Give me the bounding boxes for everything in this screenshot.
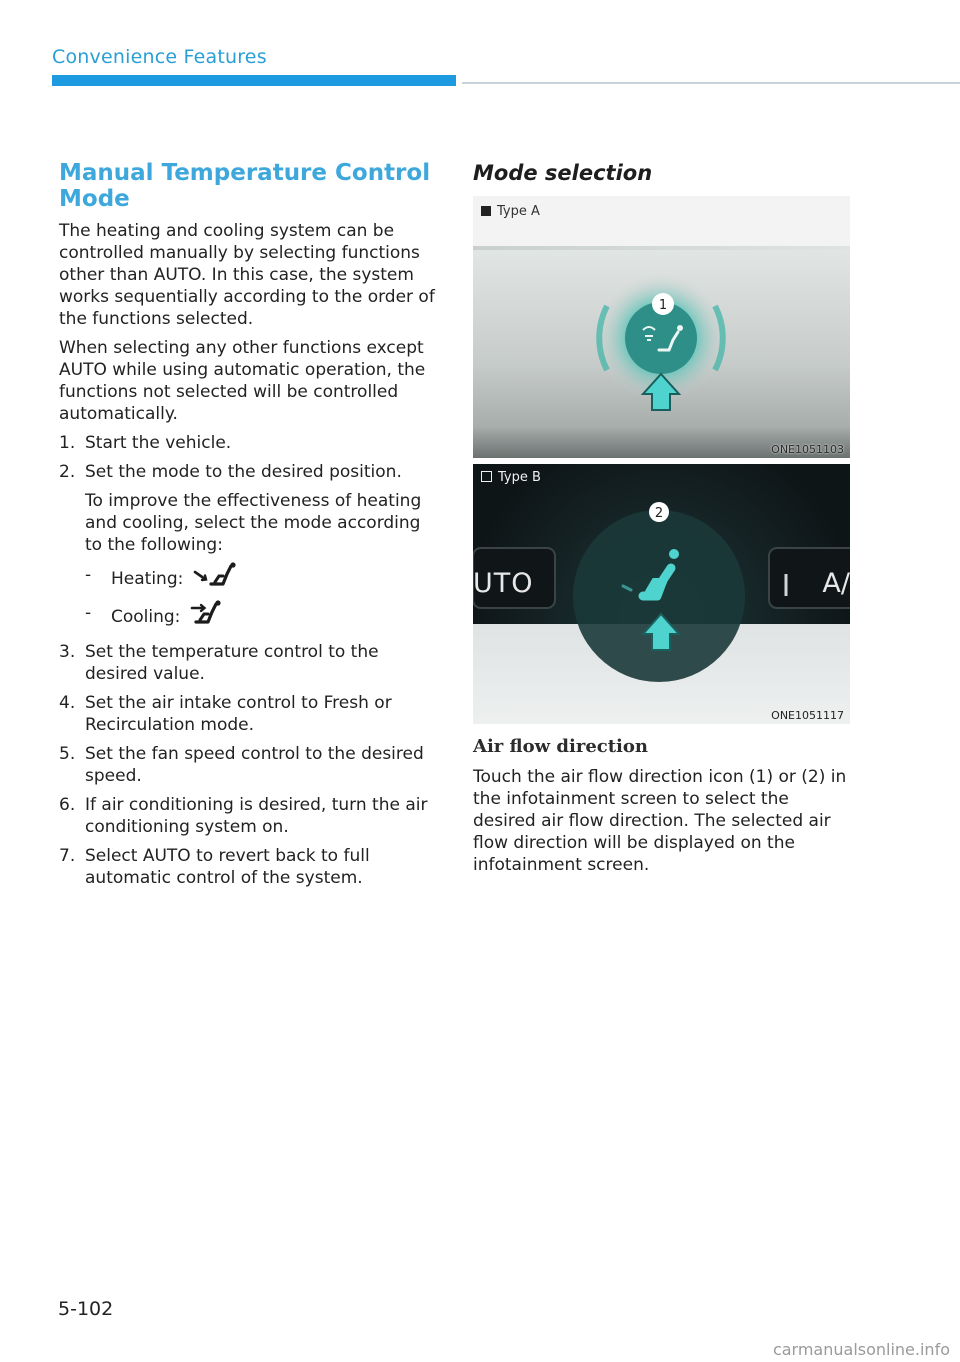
step-number: 4. bbox=[59, 693, 76, 713]
intro-paragraph-1: The heating and cooling system can be controlled manually by selecting functions other than AUTO. In this case, the system works sequentially according to the order of the functions selected. bbox=[59, 221, 435, 329]
right-column bbox=[473, 160, 851, 876]
dash-bullet: - bbox=[85, 565, 92, 585]
air-flow-paragraph: Touch the air flow direction icon (1) or (2) in the infotainment screen to select the desired air flow direction. The selected air flow direction will be displayed on the infotainment screen. bbox=[473, 767, 847, 875]
figure-code: ONE1051117 bbox=[771, 709, 844, 722]
step-text: Set the mode to the desired position. bbox=[85, 462, 402, 482]
intro-paragraph-2: When selecting any other functions except AUTO while using automatic operation, the functions not selected will be controlled automatically. bbox=[59, 338, 426, 424]
header-divider bbox=[462, 82, 960, 84]
air-flow-button-illustration bbox=[473, 246, 850, 458]
badge-number: 2 bbox=[654, 506, 664, 521]
step-text: Set the air intake control to Fresh or Recirculation mode. bbox=[85, 693, 392, 735]
cooling-item bbox=[85, 600, 439, 634]
list-item bbox=[59, 743, 439, 787]
step-number: 3. bbox=[59, 642, 76, 662]
list-item bbox=[59, 794, 439, 838]
list-item bbox=[59, 845, 439, 889]
step-number: 6. bbox=[59, 795, 76, 815]
face-vent-mode-icon bbox=[190, 600, 224, 634]
list-item bbox=[59, 432, 439, 454]
left-column bbox=[59, 160, 439, 896]
step-number: 5. bbox=[59, 744, 76, 764]
floor-vent-mode-icon bbox=[193, 562, 241, 596]
figure-type-b bbox=[473, 464, 850, 724]
air-flow-subhead: Air flow direction bbox=[473, 736, 648, 757]
auto-button-text: UTO bbox=[473, 568, 534, 599]
step-text: Start the vehicle. bbox=[85, 433, 232, 453]
square-bullet-icon bbox=[481, 206, 491, 216]
figure-code: ONE1051103 bbox=[771, 443, 844, 456]
step-number: 2. bbox=[59, 462, 76, 482]
dash-bullet: - bbox=[85, 603, 92, 623]
step-text: Set the temperature control to the desired value. bbox=[85, 642, 379, 684]
step-text: Set the fan speed control to the desired speed. bbox=[85, 744, 424, 786]
type-a-label: Type A bbox=[481, 204, 540, 219]
page-number: 5-102 bbox=[58, 1298, 114, 1320]
list-item bbox=[59, 692, 439, 736]
step-text: Select AUTO to revert back to full automatic control of the system. bbox=[85, 846, 370, 888]
step-number: 7. bbox=[59, 846, 76, 866]
watermark: carmanualsonline.info bbox=[772, 1340, 950, 1359]
steps-list bbox=[59, 432, 439, 889]
mode-selection-title: Mode selection bbox=[473, 161, 653, 185]
list-item bbox=[59, 461, 439, 634]
step-number: 1. bbox=[59, 433, 76, 453]
step-note: To improve the effectiveness of heating and cooling, select the mode according to the following: bbox=[85, 491, 422, 555]
step-text: If air conditioning is desired, turn the air conditioning system on. bbox=[85, 795, 428, 837]
heating-item bbox=[85, 562, 439, 596]
cooling-label: Cooling: bbox=[111, 607, 181, 627]
ac-button-text: A/ bbox=[822, 568, 850, 599]
header-title: Convenience Features bbox=[52, 46, 267, 68]
header-bar-accent bbox=[52, 75, 456, 86]
heating-label: Heating: bbox=[111, 569, 184, 589]
type-b-label: Type B bbox=[481, 470, 541, 485]
badge-number: 1 bbox=[658, 298, 668, 313]
list-item bbox=[59, 641, 439, 685]
section-title: Manual Temperature Control Mode bbox=[59, 160, 431, 212]
figure-type-a bbox=[473, 196, 850, 458]
